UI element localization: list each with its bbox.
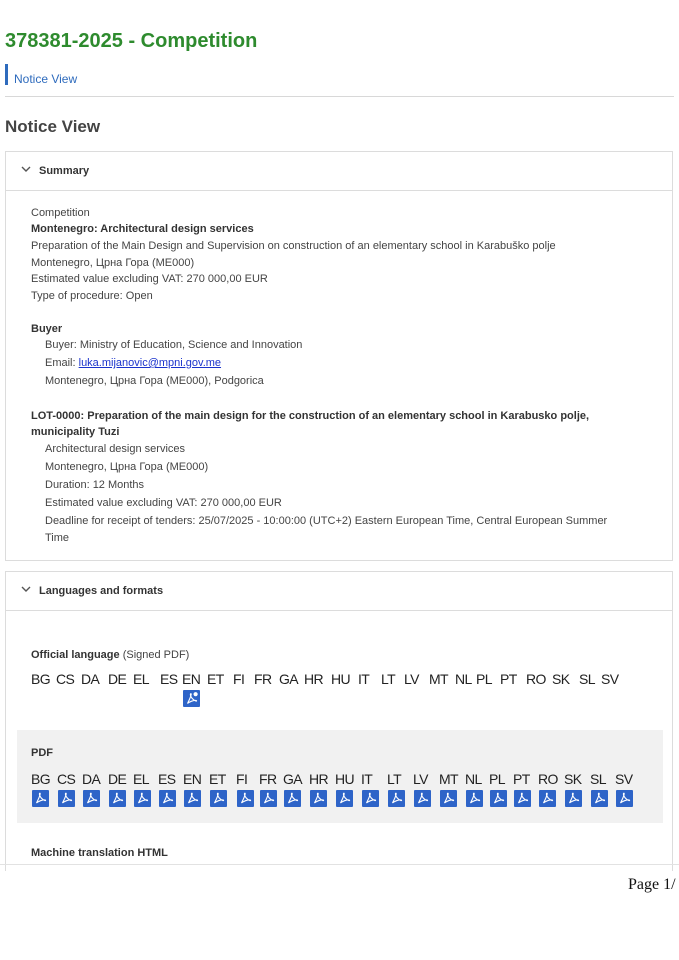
summary-header: Summary	[39, 165, 90, 177]
pdf-icon[interactable]	[466, 790, 483, 807]
pdf-lang-lv: LV	[413, 771, 428, 787]
pdf-icon[interactable]	[565, 790, 582, 807]
page-title: 378381-2025 - Competition	[5, 30, 258, 52]
official-lang-el: EL	[133, 671, 149, 687]
breadcrumb[interactable]	[5, 64, 77, 85]
pdf-icon[interactable]	[58, 790, 75, 807]
pdf-lang-en: EN	[183, 771, 202, 787]
pdf-lang-es: ES	[158, 771, 176, 787]
pdf-icon[interactable]	[159, 790, 176, 807]
lot-value: Estimated value excluding VAT: 270 000,00 EUR	[45, 497, 282, 509]
official-lang-pt: PT	[500, 671, 517, 687]
pdf-icon[interactable]	[616, 790, 633, 807]
official-language-label	[31, 649, 189, 661]
pdf-lang-sv: SV	[615, 771, 633, 787]
official-lang-lt: LT	[381, 671, 396, 687]
pdf-icon[interactable]	[134, 790, 151, 807]
languages-panel	[5, 571, 673, 871]
pdf-icon[interactable]	[260, 790, 277, 807]
pdf-icon[interactable]	[32, 790, 49, 807]
pdf-lang-it: IT	[361, 771, 373, 787]
official-lang-lv: LV	[404, 671, 419, 687]
chevron-down-icon	[20, 163, 32, 175]
summary-toggle[interactable]	[5, 151, 673, 191]
pdf-lang-et: ET	[209, 771, 226, 787]
lot-location: Montenegro, Црна Гора (ME000)	[45, 461, 209, 473]
notice-description: Preparation of the Main Design and Supervision on construction of an elementary school in Karabuško polje	[31, 240, 556, 252]
pdf-lang-el: EL	[133, 771, 149, 787]
pdf-lang-nl: NL	[465, 771, 482, 787]
official-lang-da: DA	[81, 671, 100, 687]
pdf-icon[interactable]	[284, 790, 301, 807]
pdf-lang-de: DE	[108, 771, 127, 787]
official-lang-ro: RO	[526, 671, 546, 687]
languages-toggle[interactable]	[5, 571, 673, 611]
pdf-lang-pl: PL	[489, 771, 505, 787]
pdf-lang-mt: MT	[439, 771, 459, 787]
official-lang-fi: FI	[233, 671, 245, 687]
official-lang-it: IT	[358, 671, 370, 687]
official-lang-sk: SK	[552, 671, 570, 687]
official-lang-de: DE	[108, 671, 127, 687]
pdf-icon[interactable]	[414, 790, 431, 807]
official-lang-hr: HR	[304, 671, 324, 687]
official-language-note: (Signed PDF)	[122, 649, 190, 661]
pdf-lang-fi: FI	[236, 771, 248, 787]
pdf-lang-lt: LT	[387, 771, 402, 787]
notice-subject: Montenegro: Architectural design services	[31, 223, 254, 235]
pdf-icon[interactable]	[362, 790, 379, 807]
official-lang-et: ET	[207, 671, 224, 687]
pdf-lang-sl: SL	[590, 771, 606, 787]
official-lang-hu: HU	[331, 671, 351, 687]
pdf-icon[interactable]	[514, 790, 531, 807]
pdf-label: PDF	[31, 747, 53, 759]
pdf-icon[interactable]	[440, 790, 457, 807]
pdf-icon[interactable]	[490, 790, 507, 807]
pdf-icon[interactable]	[83, 790, 100, 807]
official-lang-cs: CS	[56, 671, 75, 687]
pdf-icon[interactable]	[539, 790, 556, 807]
pdf-lang-fr: FR	[259, 771, 277, 787]
pdf-icon[interactable]	[310, 790, 327, 807]
pdf-icon[interactable]	[336, 790, 353, 807]
languages-header: Languages and formats	[39, 585, 164, 597]
official-lang-es: ES	[160, 671, 178, 687]
official-lang-ga: GA	[279, 671, 299, 687]
divider	[5, 96, 674, 97]
signed-pdf-icon[interactable]	[183, 690, 200, 707]
lot-title: LOT-0000: Preparation of the main design for the construction of an elementary school in Karabusko polje,	[31, 410, 590, 422]
procedure-type: Type of procedure: Open	[31, 290, 153, 302]
official-lang-en: EN	[182, 671, 201, 687]
lot-title-cont: municipality Tuzi	[31, 426, 120, 438]
pdf-icon[interactable]	[184, 790, 201, 807]
pdf-lang-ro: RO	[538, 771, 558, 787]
page-divider	[0, 864, 679, 865]
notice-type: Competition	[31, 207, 90, 219]
section-heading: Notice View	[5, 117, 101, 136]
lot-service: Architectural design services	[45, 443, 186, 455]
breadcrumb-notice-view[interactable]: Notice View	[14, 72, 78, 86]
official-lang-sv: SV	[601, 671, 619, 687]
official-language-title: Official language	[31, 649, 120, 661]
official-lang-fr: FR	[254, 671, 272, 687]
machine-translation-label: Machine translation HTML	[31, 847, 168, 859]
notice-location: Montenegro, Црна Гора (ME000)	[31, 257, 195, 269]
chevron-down-icon	[20, 583, 32, 595]
lot-duration: Duration: 12 Months	[45, 479, 145, 491]
buyer-heading: Buyer	[31, 323, 63, 335]
pdf-lang-ga: GA	[283, 771, 303, 787]
pdf-lang-bg: BG	[31, 771, 51, 787]
pdf-lang-sk: SK	[564, 771, 582, 787]
lot-deadline: Deadline for receipt of tenders: 25/07/2025 - 10:00:00 (UTC+2) Eastern European Time, Central European Summer	[45, 515, 608, 527]
official-lang-mt: MT	[429, 671, 449, 687]
email-label: Email:	[45, 357, 79, 369]
pdf-lang-hr: HR	[309, 771, 329, 787]
official-lang-nl: NL	[455, 671, 472, 687]
pdf-lang-pt: PT	[513, 771, 530, 787]
pdf-lang-hu: HU	[335, 771, 355, 787]
lot-deadline-cont: Time	[45, 532, 70, 544]
official-lang-pl: PL	[476, 671, 492, 687]
buyer-email-link[interactable]: luka.mijanovic@mpni.gov.me	[78, 357, 222, 369]
buyer-email-row	[45, 357, 221, 369]
pdf-icon[interactable]	[237, 790, 254, 807]
pdf-lang-cs: CS	[57, 771, 76, 787]
buyer-location: Montenegro, Црна Гора (ME000), Podgorica	[45, 375, 264, 387]
pdf-icon[interactable]	[210, 790, 227, 807]
official-lang-sl: SL	[579, 671, 595, 687]
pdf-icon[interactable]	[591, 790, 608, 807]
official-lang-bg: BG	[31, 671, 51, 687]
buyer-name: Buyer: Ministry of Education, Science and Innovation	[45, 339, 303, 351]
pdf-icon[interactable]	[388, 790, 405, 807]
pdf-icon[interactable]	[109, 790, 126, 807]
page-number: Page 1/	[628, 876, 676, 893]
pdf-lang-da: DA	[82, 771, 101, 787]
estimated-value: Estimated value excluding VAT: 270 000,00 EUR	[31, 273, 268, 285]
